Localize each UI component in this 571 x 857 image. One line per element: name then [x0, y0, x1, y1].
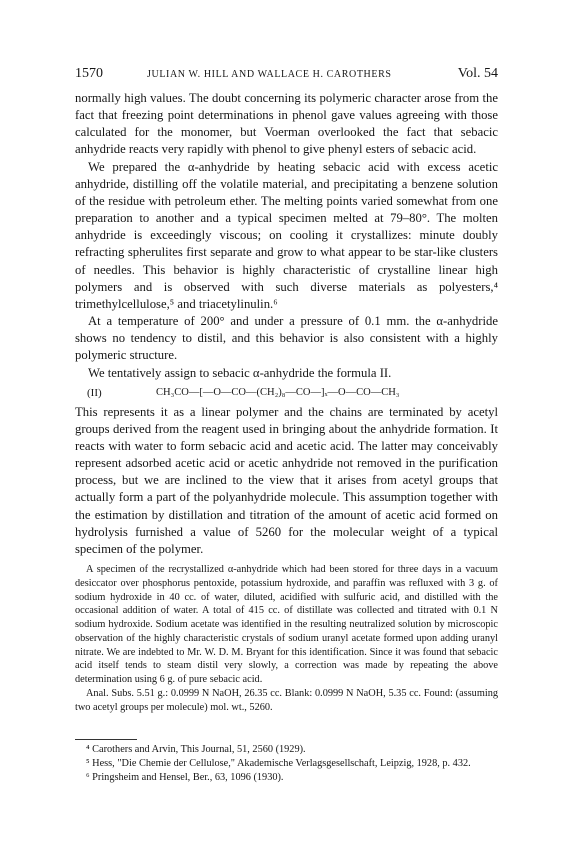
formula-text: CH₃CO—[—O—CO—(CH₂)₈—CO—]ₓ—O—CO—CH₃	[156, 386, 400, 398]
paragraph-4: We tentatively assign to sebacic α-anhydride the formula II.	[88, 365, 392, 380]
footnote-rule	[75, 739, 137, 740]
analysis-paragraph: Anal. Subs. 5.51 g.: 0.0999 N NaOH, 26.35 cc. Blank: 0.0999 N NaOH, 5.35 cc. Found: (assuming two acetyl groups per molecule) mol. wt., 5260.	[75, 687, 498, 713]
running-head-authors: JULIAN W. HILL AND WALLACE H. CAROTHERS	[147, 69, 392, 80]
footnote-4: ⁴ Carothers and Arvin, This Journal, 51, 2560 (1929).	[86, 744, 306, 755]
footnote-6: ⁶ Pringsheim and Hensel, Ber., 63, 1096 (1930).	[86, 771, 284, 783]
paragraph-1: normally high values. The doubt concerning its polymeric character arose from the fact that freezing point determinations in phenol gave values agreeing with those calculated for the monomer, but Voerman overlooked the fact that sebacic anhydride reacts very rapidly with phenol to give phenyl esters of sebacic acid.	[75, 91, 498, 157]
body-text	[75, 90, 498, 558]
page-number: 1570	[75, 66, 103, 81]
formula-II	[75, 382, 498, 404]
footnote-5: ⁵ Hess, "Die Chemie der Cellulose," Akademische Verlagsgesellschaft, Leipzig, 1928, p. 432.	[86, 757, 471, 769]
paragraph-3: At a temperature of 200° and under a pressure of 0.1 mm. the α-anhydride shows no tendency to distil, and this behavior is also consistent with a highly polymeric structure.	[75, 314, 498, 363]
experimental-section	[75, 563, 498, 714]
running-header	[75, 66, 498, 84]
volume-label: Vol. 54	[457, 66, 498, 81]
experimental-paragraph: A specimen of the recrystallized α-anhydride which had been stored for three days in a vacuum desiccator over phosphorus pentoxide, potassium hydroxide, and paraffin was refluxed with 3 g. of sodium hydroxide in 40 cc. of water, diluted, acidified with sulfuric acid, and distilled with the occasional addition of water. A total of 415 cc. of distillate was collected and titrated with 0.1 N sodium hydroxide. Sodium acetate was identified in the resulting neutralized solution by microscopic observation of the highly characteristic crystals of sodium uranyl acetate formed upon adding uranyl nitrate. We are indebted to Mr. W. D. M. Bryant for this identification. Since it was found that sebacic acid itself tends to steam distil very slowly, a correction was made by repeating the above determination using 6 g. of pure sebacic acid.	[75, 564, 498, 685]
paragraph-5: This represents it as a linear polymer and the chains are terminated by acetyl groups derived from the reagent used in bringing about the anhydride formation. It reacts with water to form sebacic acid and acetic acid. The latter may conceivably represent adsorbed acetic acid or acetic anhydride not removed in the purification process, but we are inclined to the view that it arises from acetyl groups that actually form a part of the polyanhydride molecule. This assumption together with the estimation by distillation and titration of the amount of acetic acid formed on hydrolysis furnished a value of 5260 for the molecular weight of a typical specimen of the polymer.	[75, 404, 498, 556]
footnotes	[75, 743, 498, 785]
formula-label: (II)	[87, 386, 102, 399]
paragraph-2: We prepared the α-anhydride by heating sebacic acid with excess acetic anhydride, distilling off the volatile material, and precipitating a benzene solution of the residue with petroleum ether. The melting points varied somewhat from one preparation to another and a typical specimen melted at 79–80°. The molten anhydride is exceedingly viscous; on cooling it crystallizes: minute doubly refracting spherulites first separate and grow to what appear to be star-like clusters of needles. This behavior is highly characteristic of crystalline linear high polymers and is observed with such diverse materials as polyesters,⁴ trimethylcellulose,⁵ and triacetylinulin.⁶	[75, 159, 498, 311]
